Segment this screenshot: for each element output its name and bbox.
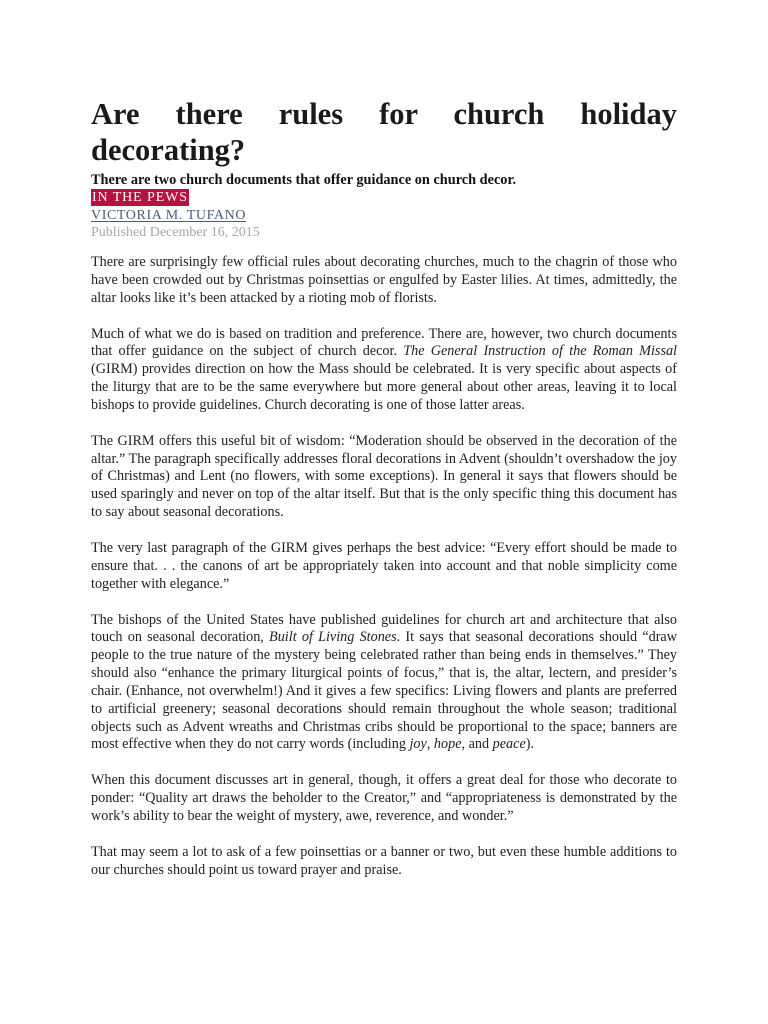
paragraph-7 bbox=[91, 844, 677, 880]
document-title-living-stones: Built of Living Stones bbox=[269, 629, 397, 646]
paragraph-text: . It says that seasonal decorations should “draw people to the true nature of the mystery being celebrated rather than being ends in themselves.” They should also “enhance the primary liturgical points of focus,” that is, the altar, lectern, and presider’s chair. (Enhance, not overwhelm!) And it gives a few specifics: Living flowers and plants are preferred to artificial greenery; seasonal decorations should remain throughout the whole season; traditional objects such as Advent wreaths and Christmas cribs should be proportional to the space; banners are most effective when they do not carry words (including bbox=[91, 629, 677, 753]
paragraph-6 bbox=[91, 772, 677, 826]
paragraph-text: , bbox=[426, 736, 434, 753]
paragraph-text: The very last paragraph of the GIRM gives perhaps the best advice: “Every effort should be made to ensure that. . . the canons of art be appropriately taken into account and that noble simplicity come together with elegance.” bbox=[91, 539, 677, 592]
word-hope: hope bbox=[433, 736, 462, 753]
article-deck: There are two church documents that offer guidance on church decor. bbox=[91, 172, 517, 188]
article-body bbox=[91, 254, 677, 879]
paragraph-2 bbox=[91, 326, 677, 415]
paragraph-text: That may seem a lot to ask of a few poinsettias or a banner or two, but even these humble additions to our churches should point us toward prayer and praise. bbox=[91, 843, 677, 878]
paragraph-text: There are surprisingly few official rules about decorating churches, much to the chagrin of those who have been crowded out by Christmas poinsettias or engulfed by Easter lilies. At times, admittedly, the altar looks like it’s been attacked by a rioting mob of florists. bbox=[91, 254, 677, 306]
paragraph-text: Much of what we do is based on tradition and preference. There are, however, two church documents that offer guidance on the subject of church decor. bbox=[91, 325, 677, 360]
paragraph-4 bbox=[91, 540, 677, 594]
paragraph-text: (GIRM) provides direction on how the Mass should be celebrated. It is very specific about aspects of the liturgy that are to be the same everywhere but more general about other areas, leaving it to local bishops to provide guidelines. Church decorating is one of those latter areas. bbox=[91, 361, 677, 413]
author-link[interactable]: VICTORIA M. TUFANO bbox=[91, 208, 247, 223]
paragraph-text: The GIRM offers this useful bit of wisdom: “Moderation should be observed in the decoration of the altar.” The paragraph specifically addresses floral decorations in Advent (shouldn’t overshadow the joy of Christmas) and Lent (no flowers, with some exceptions). In general it says that flowers should be used sparingly and never on top of the altar itself. But that is the only specific thing this document has to say about seasonal decorations. bbox=[91, 432, 677, 521]
paragraph-text: ). bbox=[525, 736, 535, 753]
paragraph-5 bbox=[91, 612, 677, 755]
published-date: Published December 16, 2015 bbox=[91, 225, 260, 240]
category-link[interactable]: IN THE PEWS bbox=[92, 190, 188, 205]
paragraph-text: When this document discusses art in general, though, it offers a great deal for those who decorate to ponder: “Quality art draws the beholder to the Creator,” and “appropriateness is demonstrated by the work’s ability to bear the weight of mystery, awe, reverence, and wonder.” bbox=[91, 772, 677, 824]
paragraph-text: The bishops of the United States have published guidelines for church art and architecture that also touch on seasonal decoration, bbox=[91, 611, 677, 646]
paragraph-3 bbox=[91, 433, 677, 522]
paragraph-1 bbox=[91, 254, 677, 308]
word-joy: joy bbox=[409, 736, 427, 753]
paragraph-text: , and bbox=[461, 736, 493, 753]
document-title-girm: The General Instruction of the Roman Missal bbox=[403, 343, 678, 360]
word-peace: peace bbox=[492, 736, 526, 753]
article-title: Are there rules for church holiday decorating? bbox=[91, 97, 677, 167]
article bbox=[91, 96, 677, 897]
